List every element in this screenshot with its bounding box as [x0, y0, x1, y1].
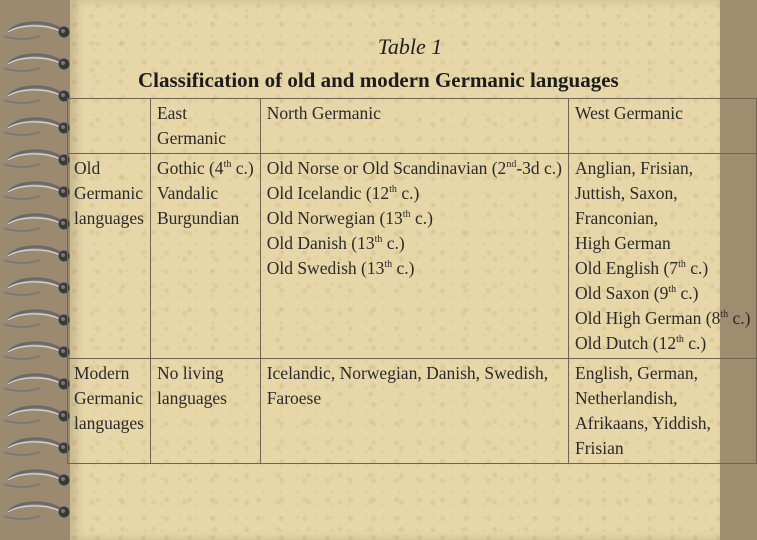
cell-old-east: [150, 154, 260, 359]
spiral-ring-icon: [4, 215, 70, 231]
cell-old-north: [260, 154, 568, 359]
classification-table: [67, 98, 757, 464]
page-title: Classification of old and modern Germanic languages: [138, 68, 619, 92]
cell-line: Old Swedish (13th c.): [266, 258, 415, 278]
spiral-ring-icon: [4, 247, 70, 263]
cell-modern-north: Icelandic, Norwegian, Danish, Swedish, Faroese: [260, 359, 568, 464]
cell-line: Old Dutch (12th c.): [575, 333, 707, 353]
spiral-ring-icon: [4, 503, 70, 519]
header-empty-cell: [68, 99, 151, 154]
table-row: [68, 359, 757, 464]
header-east-germanic: East Germanic: [150, 99, 260, 154]
spiral-ring-icon: [4, 471, 70, 487]
cell-line: Old Saxon (9th c.): [575, 283, 699, 303]
cell-line: Burgundian: [156, 208, 240, 228]
cell-modern-east: No living languages: [150, 359, 260, 464]
cell-line: Old English (7th c.): [575, 258, 709, 278]
cell-line: High German: [575, 233, 671, 253]
spiral-ring-icon: [4, 151, 70, 167]
spiral-ring-icon: [4, 375, 70, 391]
cell-line: Anglian, Frisian,: [575, 158, 694, 178]
cell-line: Old Icelandic (12th c.): [266, 183, 420, 203]
cell-line: Old High German (8th c.): [575, 308, 751, 328]
cell-line: Vandalic: [156, 183, 219, 203]
cell-modern-west: English, German, Netherlandish, Afrikaans, Yiddish, Frisian: [569, 359, 757, 464]
spiral-ring-icon: [4, 87, 70, 103]
table-header-row: [68, 99, 757, 154]
row-label-modern: Modern Germanic languages: [68, 359, 151, 464]
header-north-germanic: North Germanic: [260, 99, 568, 154]
cell-line: Gothic (4th c.): [156, 158, 254, 178]
header-west-germanic: West Germanic: [569, 99, 757, 154]
spiral-ring-icon: [4, 119, 70, 135]
spiral-ring-icon: [4, 407, 70, 423]
cell-line: Juttish, Saxon,: [575, 183, 678, 203]
spiral-ring-icon: [4, 311, 70, 327]
cell-line: Old Norse or Old Scandinavian (2nd-3d c.): [266, 158, 562, 178]
spiral-ring-icon: [4, 279, 70, 295]
cell-line: Franconian,: [575, 208, 659, 228]
cell-line: Old Danish (13th c.): [266, 233, 405, 253]
spiral-ring-icon: [4, 343, 70, 359]
table-caption: Table 1: [377, 34, 443, 59]
cell-old-west: [569, 154, 757, 359]
spiral-ring-icon: [4, 183, 70, 199]
row-label-old: Old Germanic languages: [68, 154, 151, 359]
table-row: [68, 154, 757, 359]
spiral-ring-icon: [4, 439, 70, 455]
cell-line: Old Norwegian (13th c.): [266, 208, 433, 228]
